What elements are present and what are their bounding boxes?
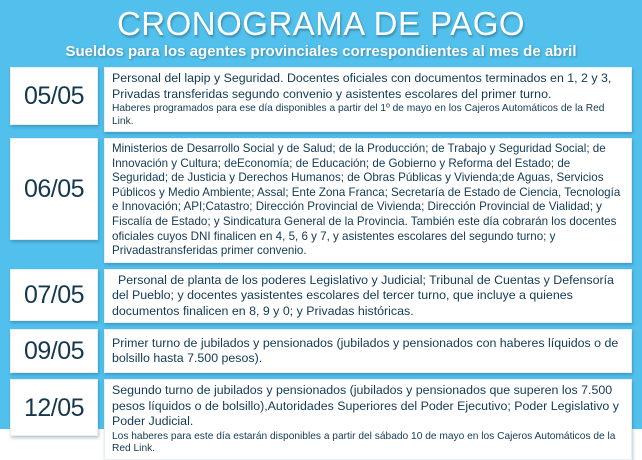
page-title: CRONOGRAMA DE PAGO xyxy=(116,5,526,42)
description-cell xyxy=(104,67,632,132)
schedule-row xyxy=(10,329,632,373)
date-label: 07/05 xyxy=(23,280,85,309)
poster-header xyxy=(0,0,642,61)
page-subtitle: Sueldos para los agentes provinciales correspondientes al mes de abril xyxy=(65,43,577,60)
description-note: Haberes programados para ese día disponibles a partir del 1º de mayo en los Cajeros Automáticos de la Red Link. xyxy=(112,103,605,127)
description-cell xyxy=(104,329,632,373)
date-label: 09/05 xyxy=(23,337,85,366)
date-label: 05/05 xyxy=(23,82,85,110)
description-note: Los haberes para este día estarán disponibles a partir del sábado 10 de mayo en los Cajeros Automáticos de la Red Link. xyxy=(112,430,616,455)
schedule-row xyxy=(10,379,632,460)
schedule-row xyxy=(10,269,632,324)
date-label: 06/05 xyxy=(23,175,85,203)
date-cell xyxy=(10,138,98,240)
description-text: Segundo turno de jubilados y pensionados (jubilados y pensionados que superen los 7.500 pesos líquidos o de bolsillo),Autoridades Superiores del Poder Ejecutivo; Poder Legislativo y Poder Judicial. xyxy=(112,383,619,429)
description-cell xyxy=(104,269,632,324)
description-text: Personal del lapip y Seguridad. Docentes oficiales con documentos terminados en 1, 2 y 3, Privadas transferidas segundo convenio y asistentes escolares del primer turno. xyxy=(112,71,612,101)
schedule-row xyxy=(10,138,632,263)
date-cell xyxy=(10,379,98,436)
schedule-row xyxy=(10,67,632,132)
description-text: Ministerios de Desarrollo Social y de Salud; de la Producción; de Trabajo y Seguridad Social; de Innovación y Cultura; deEconomía; de Educación; de Gobierno y Reforma del Estado; de Seguridad; de Justicia y Derechos Humanos; de Obras Públicas y Vivienda;de Aguas, Servicios Públicos y Medio Ambiente; Assal; Ente Zona Franca; Secretaría de Estado de Ciencia, Tecnología e Innovación; API;Catastro; Dirección Provincial de Vivienda; Dirección Provincial de Vialidad; y Fiscalía de Estado; y Sindicatura General de la Provincia. También este día cobrarán los docentes oficiales cuyos DNI finalicen en 4, 5, 6 y 7, y asistentes escolares del segundo turno; y Privadastransferidas primer convenio. xyxy=(112,142,621,258)
description-cell xyxy=(104,379,632,460)
description-text: Personal de planta de los poderes Legislativo y Judicial; Tribunal de Cuentas y Defensoría del Pueblo; y docentes yasistentes escolares del tercer turno, que incluye a quienes documentos finalicen en 8, 9 y 0; y Privadas históricas. xyxy=(112,272,614,318)
schedule-list xyxy=(0,67,642,460)
description-text: Primer turno de jubilados y pensionados (jubilados y pensionados con haberes líquidos o de bolsillo hasta 7.500 pesos). xyxy=(112,335,619,366)
date-label: 12/05 xyxy=(23,393,85,422)
date-cell xyxy=(10,269,98,321)
date-cell xyxy=(10,67,98,125)
description-cell xyxy=(104,138,632,263)
date-cell xyxy=(10,329,98,373)
